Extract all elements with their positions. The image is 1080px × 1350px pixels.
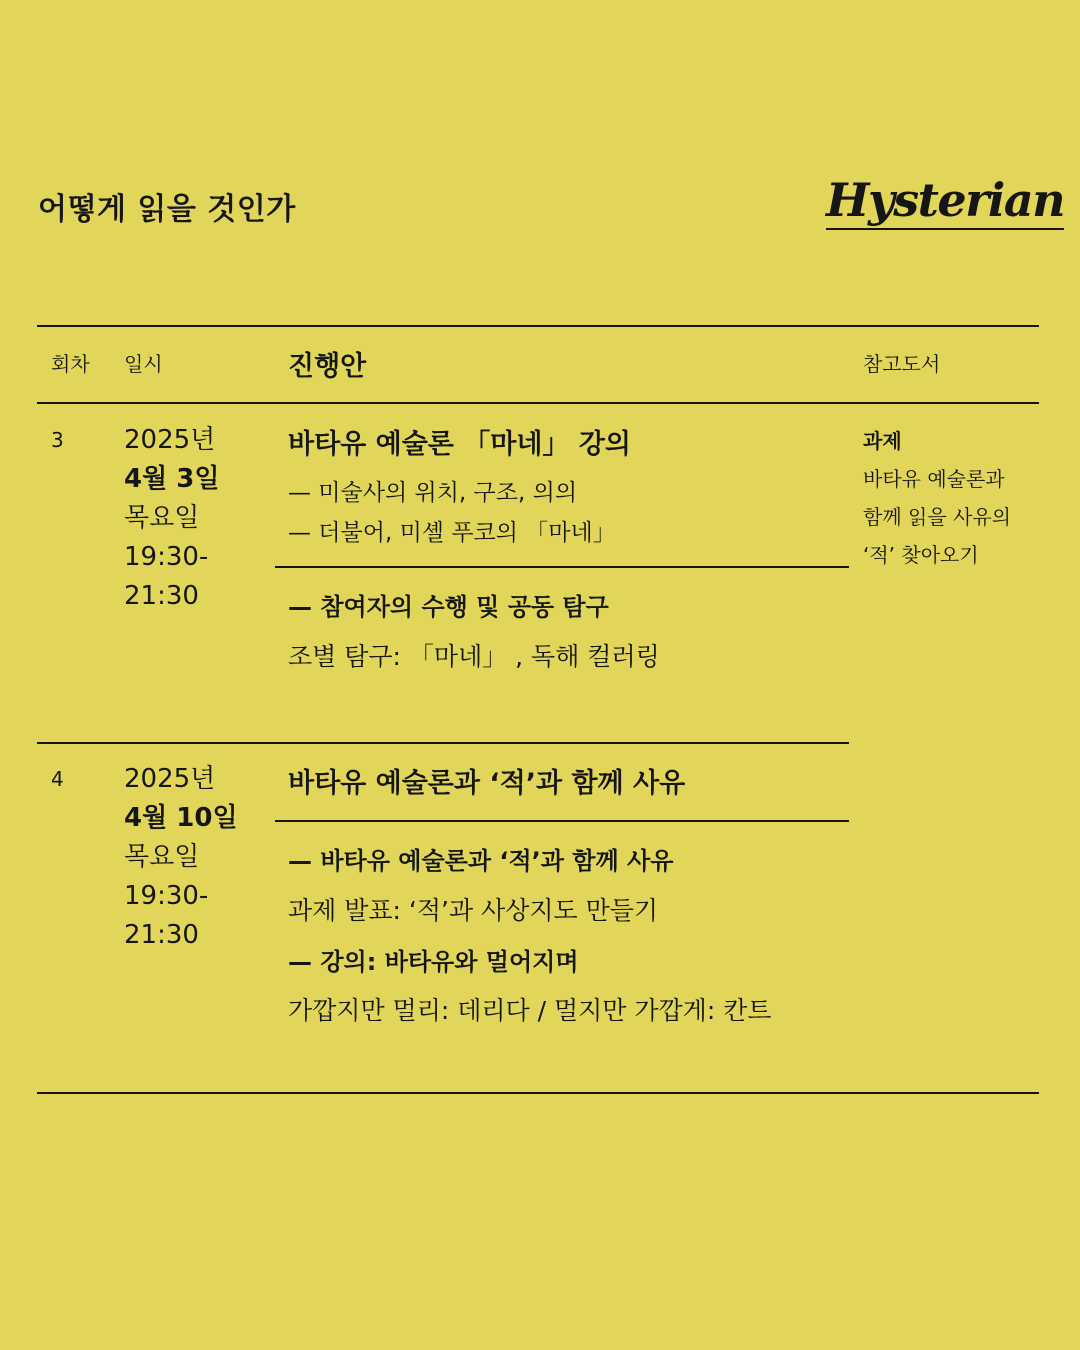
table-header-rule <box>37 402 1039 404</box>
row-divider <box>37 742 849 744</box>
session-time-end: 21:30 <box>124 920 199 950</box>
section-rule <box>275 566 849 568</box>
column-header-datetime: 일시 <box>124 352 163 376</box>
session-heading: 바타유 예술론과 ‘적’과 함께 사유 <box>288 768 686 799</box>
reference-list <box>863 422 1043 574</box>
session-heading: 바타유 예술론 「마네」 강의 <box>288 429 632 460</box>
column-header-round: 회차 <box>51 352 90 376</box>
section-text: 과제 발표: ‘적’과 사상지도 만들기 <box>288 896 659 925</box>
session-day: 4월 10일 <box>124 803 238 833</box>
section-title: — 강의: 바타유와 멀어지며 <box>288 948 579 976</box>
brand-logo: Hysterian <box>826 172 1064 230</box>
session-time-start: 19:30- <box>124 881 209 911</box>
section-text: 가깝지만 멀리: 데리다 / 멀지만 가깝게: 칸트 <box>288 996 772 1025</box>
reference-label: 과제 <box>863 429 902 453</box>
section-rule <box>275 820 849 822</box>
session-item: — 미술사의 위치, 구조, 의의 <box>288 480 578 506</box>
reference-line: 함께 읽을 사유의 <box>863 505 1011 529</box>
table-bottom-rule <box>37 1092 1039 1094</box>
session-date <box>124 760 238 955</box>
section-title: — 바타유 예술론과 ‘적’과 함께 사유 <box>288 847 674 875</box>
round-number: 3 <box>51 428 64 452</box>
column-header-plan: 진행안 <box>288 351 367 382</box>
session-year: 2025년 <box>124 425 216 455</box>
session-day: 4월 3일 <box>124 464 220 494</box>
session-time-start: 19:30- <box>124 542 209 572</box>
session-time-end: 21:30 <box>124 581 199 611</box>
session-date <box>124 421 219 616</box>
column-header-refs: 참고도서 <box>863 352 941 376</box>
session-weekday: 목요일 <box>124 503 200 533</box>
session-weekday: 목요일 <box>124 842 200 872</box>
page-title: 어떻게 읽을 것인가 <box>38 192 296 227</box>
round-number: 4 <box>51 767 64 791</box>
section-title: — 참여자의 수행 및 공동 탐구 <box>288 593 609 621</box>
reference-line: 바타유 예술론과 <box>863 467 1005 491</box>
section-text: 조별 탐구: 「마네」 , 독해 컬러링 <box>288 642 660 671</box>
table-top-rule <box>37 325 1039 327</box>
reference-line: ‘적’ 찾아오기 <box>863 543 979 567</box>
session-item: — 더불어, 미셸 푸코의 「마네」 <box>288 520 616 546</box>
session-year: 2025년 <box>124 764 216 794</box>
